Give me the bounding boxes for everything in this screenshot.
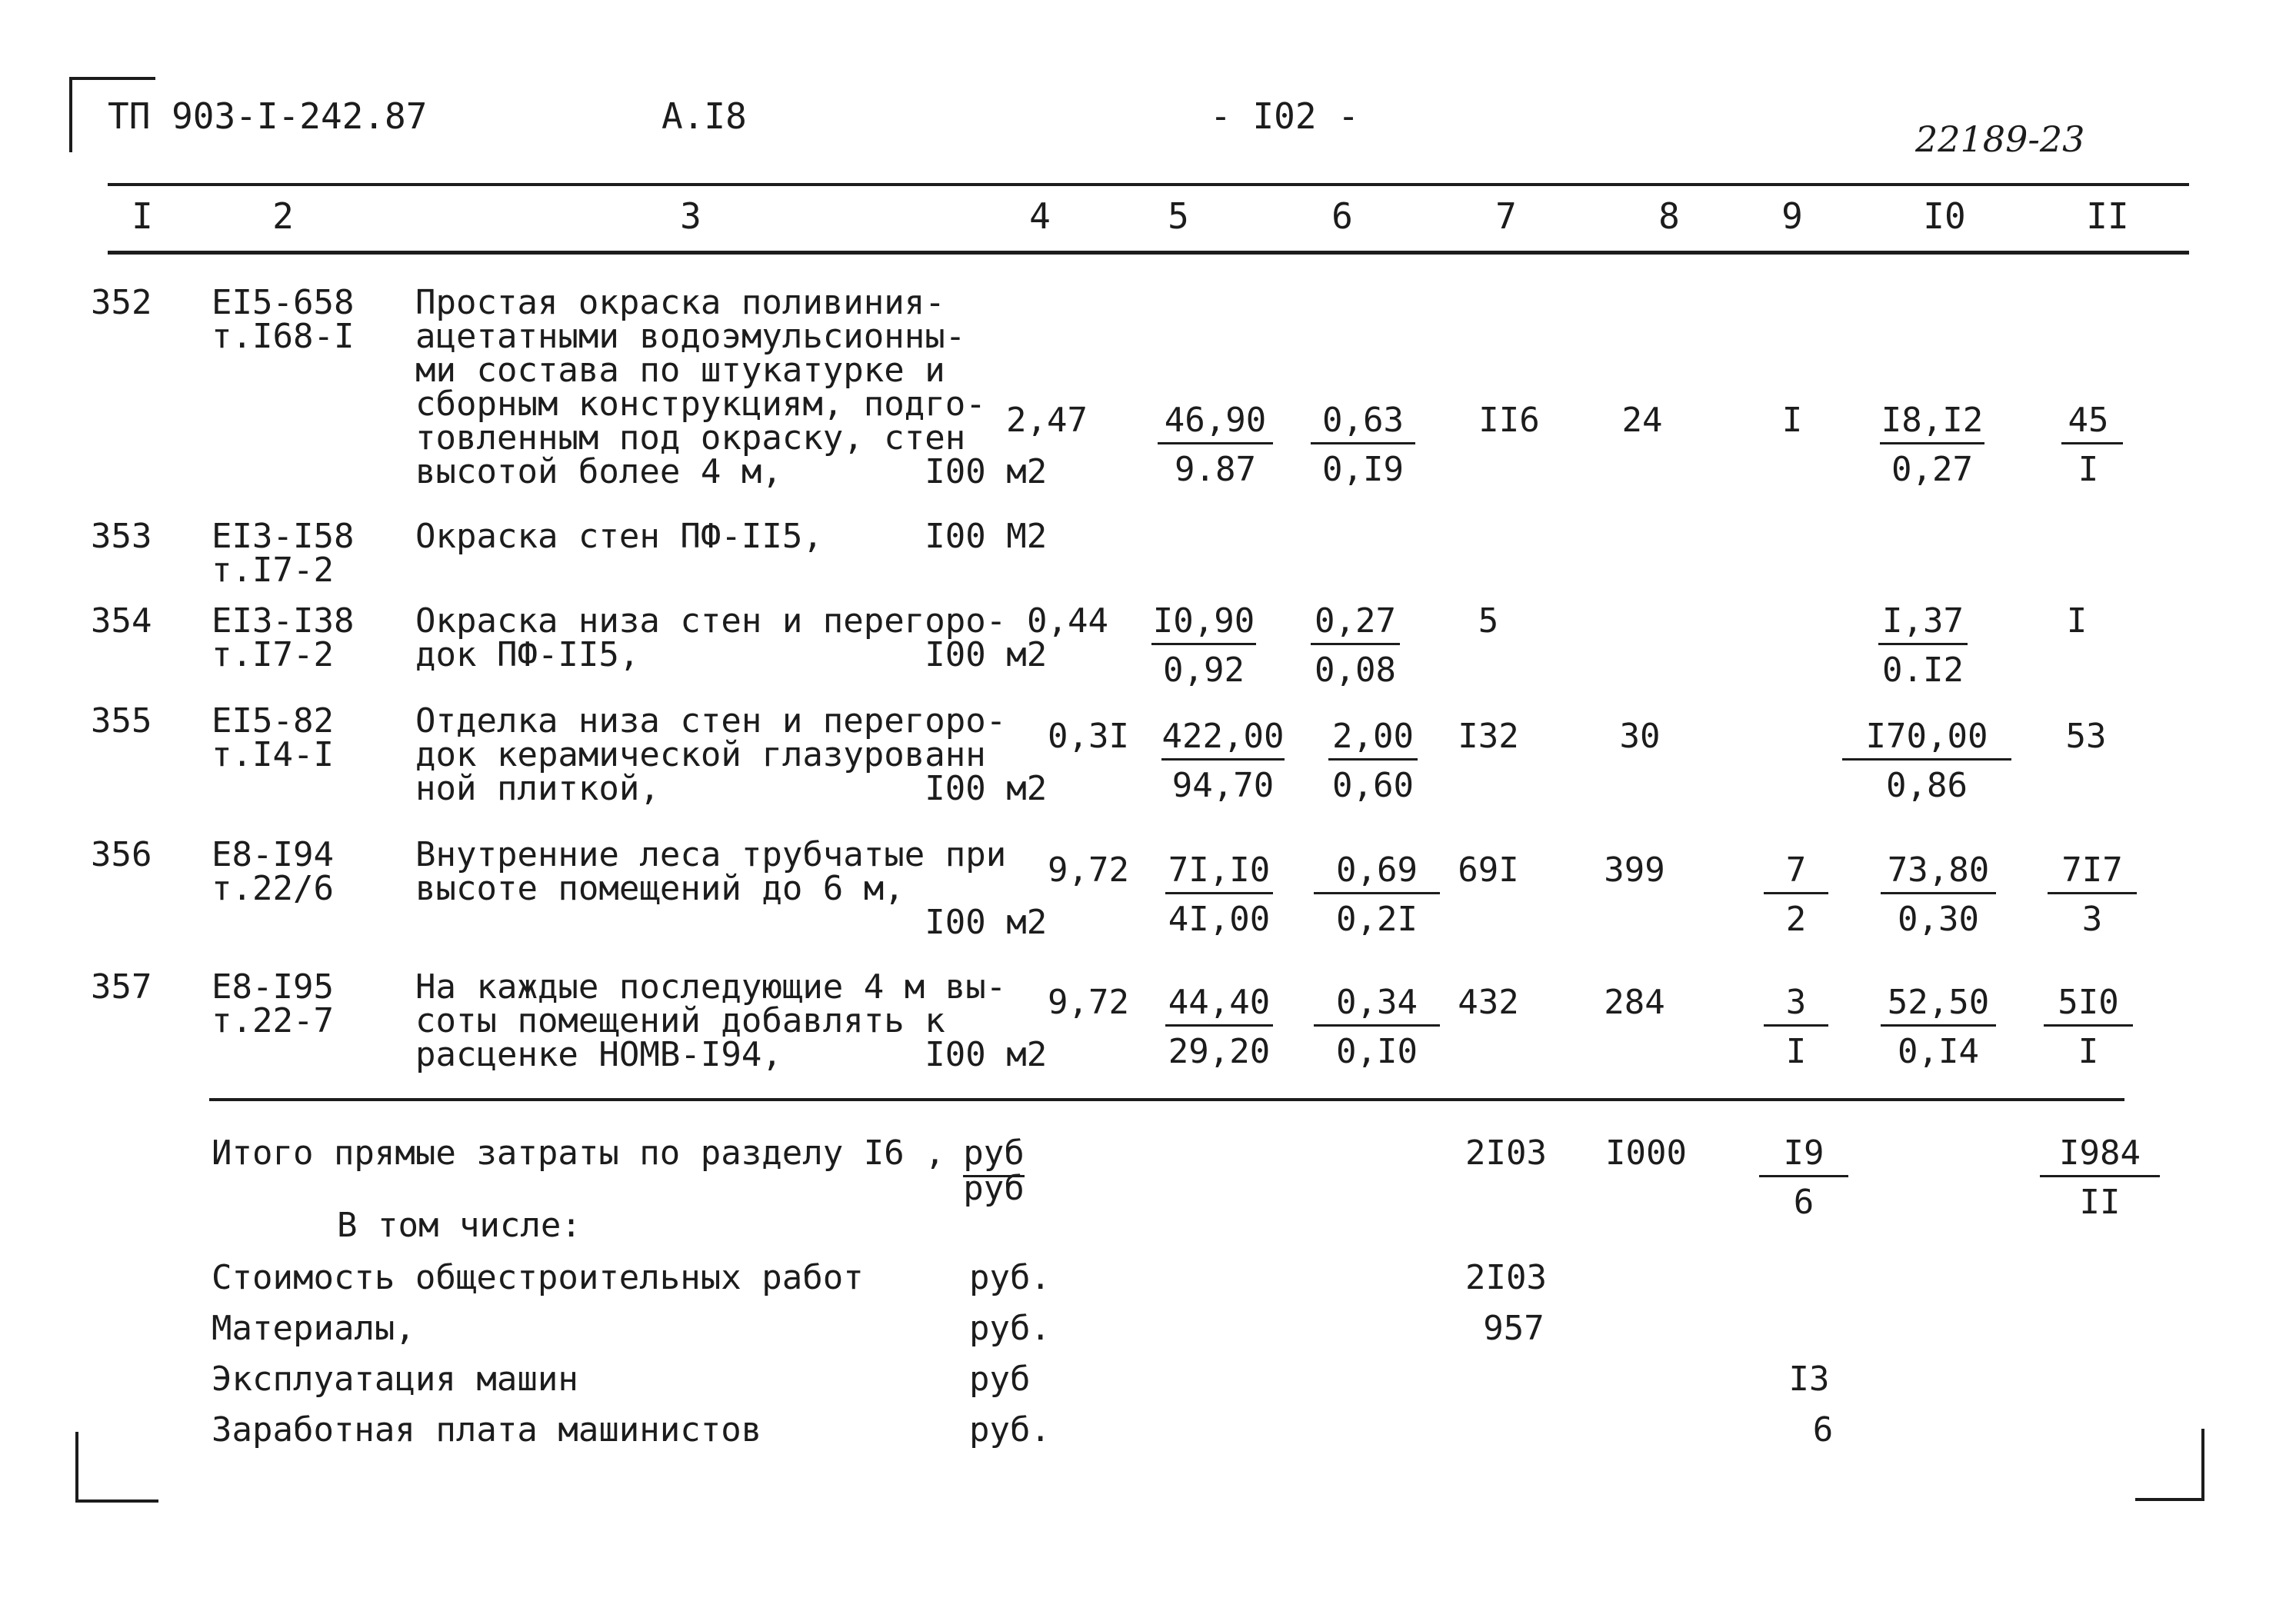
labor-total: 53 <box>2065 717 2107 756</box>
totals-unit-lower: руб <box>963 1169 1025 1208</box>
totals-divider <box>209 1098 2124 1101</box>
machine-labor-unit: 0,30 <box>1898 900 1979 939</box>
row-number: 353 <box>91 517 152 556</box>
machine-cost: 0,63 <box>1322 401 1404 440</box>
quantity: 2,47 <box>1006 401 1088 440</box>
unit-cost: 44,40 <box>1168 983 1271 1022</box>
frame-corner-bottom-left-vertical <box>75 1432 78 1503</box>
rate-code: EI3-I38 <box>212 601 355 641</box>
totals-labor: I984 <box>2059 1133 2141 1173</box>
total-wage: 284 <box>1604 983 1665 1022</box>
row-number: 352 <box>91 283 152 322</box>
machine-wage: 0,60 <box>1332 766 1414 805</box>
summary-unit: руб. <box>969 1258 1051 1297</box>
machine-wage: 0,2I <box>1336 900 1418 939</box>
work-description: Простая окраска поливиния- ацетатными водоэмульсионны- ми состава по штукатурке и сборным конструкциям, подго- товленным под окраску, стен высотой более 4 м, I00 м2 <box>415 283 1048 491</box>
machine-labor-unit: 0,27 <box>1891 450 1973 489</box>
machine-labor-total: I <box>2078 1032 2099 1071</box>
machine-wage: 0,I0 <box>1336 1032 1418 1071</box>
total-wage: 399 <box>1604 850 1665 890</box>
machine-labor-unit: 0,86 <box>1886 766 1968 805</box>
col-header-2: 2 <box>272 195 294 237</box>
totals-machine-labor: II <box>2079 1183 2121 1222</box>
summary-label: Эксплуатация машин <box>212 1360 578 1399</box>
machine-total: 7 <box>1785 850 1807 890</box>
labor-total: 5I0 <box>2058 983 2119 1022</box>
work-description: Внутренние леса трубчатые при высоте помещений до 6 м, I00 м2 <box>415 835 1048 942</box>
unit-wage: 4I,00 <box>1168 900 1271 939</box>
col-header-10: I0 <box>1923 195 1966 237</box>
unit-wage: 0,92 <box>1163 651 1245 690</box>
machine-total: 3 <box>1785 983 1807 1022</box>
total-cost: 432 <box>1458 983 1519 1022</box>
labor-total: 45 <box>2068 401 2109 440</box>
header-rule-bottom <box>108 251 2189 255</box>
work-description: Окраска стен ПФ-II5, I00 М2 <box>415 517 1048 556</box>
total-cost: I32 <box>1458 717 1519 756</box>
col-header-4: 4 <box>1029 195 1051 237</box>
summary-label: Стоимость общестроительных работ <box>212 1258 864 1297</box>
unit-cost: 46,90 <box>1164 401 1267 440</box>
machine-labor-total: 3 <box>2081 900 2103 939</box>
totals-machine-wage: 6 <box>1793 1183 1814 1222</box>
summary-value: 2I03 <box>1465 1258 1547 1297</box>
rate-code: EI3-I58 <box>212 517 355 556</box>
totals-unit: руб <box>963 1133 1025 1173</box>
summary-value: 6 <box>1812 1410 1834 1450</box>
col-header-7: 7 <box>1495 195 1517 237</box>
rate-code: E8-I95 <box>212 967 334 1007</box>
frame-corner-top-left-vertical <box>69 77 72 152</box>
summary-label: Материалы, <box>212 1309 415 1348</box>
total-cost: II6 <box>1478 401 1540 440</box>
machine-labor-unit: 0.I2 <box>1882 651 1964 690</box>
unit-wage: 94,70 <box>1171 766 1275 805</box>
row-number: 355 <box>91 701 152 741</box>
machine-wage-total: 2 <box>1785 900 1807 939</box>
total-wage: 30 <box>1619 717 1661 756</box>
labor-unit: I,37 <box>1882 601 1964 641</box>
summary-unit: руб. <box>969 1410 1051 1450</box>
rate-table: т.I4-I <box>212 735 334 774</box>
col-header-1: I <box>132 195 153 237</box>
included-label: В том числе: <box>337 1206 581 1245</box>
machine-labor-total: I <box>2078 450 2099 489</box>
labor-unit: I70,00 <box>1865 717 1988 756</box>
quantity: 0,3I <box>1048 717 1129 756</box>
frame-corner-bottom-right-horizontal <box>2135 1498 2204 1501</box>
rate-table: т.22/6 <box>212 869 334 908</box>
machine-cost: 0,27 <box>1315 601 1396 641</box>
totals-machine: I9 <box>1783 1133 1824 1173</box>
page-number: - I02 - <box>1210 95 1359 137</box>
work-description: Отделка низа стен и перегоро- док керамической глазурованн ной плиткой, I00 м2 <box>415 701 1048 808</box>
col-header-9: 9 <box>1781 195 1803 237</box>
col-header-8: 8 <box>1658 195 1680 237</box>
rate-table: т.22-7 <box>212 1001 334 1040</box>
summary-value: I3 <box>1788 1360 1830 1399</box>
unit-wage: 29,20 <box>1168 1032 1271 1071</box>
totals-label: Итого прямые затраты по разделу I6 , <box>212 1133 945 1173</box>
row-number: 357 <box>91 967 152 1007</box>
frame-corner-bottom-left-horizontal <box>75 1499 158 1503</box>
summary-label: Заработная плата машинистов <box>212 1410 762 1450</box>
quantity: 9,72 <box>1048 850 1129 890</box>
quantity: 9,72 <box>1048 983 1129 1022</box>
labor-unit: I8,I2 <box>1881 401 1984 440</box>
row-number: 356 <box>91 835 152 874</box>
summary-value: 957 <box>1483 1309 1545 1348</box>
machine-total: I <box>1781 401 1803 440</box>
doc-code: ТП 903-I-242.87 <box>108 95 428 137</box>
totals-wage: I000 <box>1605 1133 1687 1173</box>
handwritten-number: 22189-23 <box>1915 118 2085 160</box>
rate-code: EI5-82 <box>212 701 334 741</box>
frame-corner-bottom-right-vertical <box>2201 1429 2204 1501</box>
machine-cost: 0,34 <box>1336 983 1418 1022</box>
col-header-5: 5 <box>1168 195 1189 237</box>
quantity: 0,44 <box>1027 601 1108 641</box>
unit-cost: I0,90 <box>1152 601 1255 641</box>
machine-cost: 0,69 <box>1336 850 1418 890</box>
unit-wage: 9.87 <box>1175 450 1256 489</box>
labor-total: 7I7 <box>2061 850 2123 890</box>
total-wage: 24 <box>1621 401 1663 440</box>
unit-cost: 422,00 <box>1161 717 1285 756</box>
col-header-3: 3 <box>680 195 701 237</box>
machine-cost: 2,00 <box>1332 717 1414 756</box>
work-description: Окраска низа стен и перегоро- док ПФ-II5, I00 м2 <box>415 601 1048 674</box>
rate-table: т.I7-2 <box>212 635 334 674</box>
work-description: На каждые последующие 4 м вы- соты помещений добавлять к расценке НОМВ-I94, I00 м2 <box>415 967 1048 1074</box>
rate-code: EI5-658 <box>212 283 355 322</box>
rate-table: т.I68-I <box>212 317 355 356</box>
labor-unit: 73,80 <box>1887 850 1990 890</box>
unit-cost: 7I,I0 <box>1168 850 1271 890</box>
summary-unit: руб <box>969 1360 1031 1399</box>
labor-total: I <box>2066 601 2088 641</box>
machine-wage: 0,08 <box>1315 651 1396 690</box>
header-rule-top <box>108 183 2189 186</box>
total-cost: 69I <box>1458 850 1519 890</box>
machine-wage: 0,I9 <box>1322 450 1404 489</box>
album-number: А.I8 <box>661 95 747 137</box>
col-header-11: II <box>2086 195 2129 237</box>
labor-unit: 52,50 <box>1887 983 1990 1022</box>
rate-table: т.I7-2 <box>212 551 334 590</box>
col-header-6: 6 <box>1331 195 1353 237</box>
row-number: 354 <box>91 601 152 641</box>
totals-cost: 2I03 <box>1465 1133 1547 1173</box>
frame-corner-top-left-horizontal <box>69 77 155 80</box>
machine-labor-unit: 0,I4 <box>1898 1032 1979 1071</box>
machine-wage-total: I <box>1785 1032 1807 1071</box>
total-cost: 5 <box>1478 601 1499 641</box>
rate-code: E8-I94 <box>212 835 334 874</box>
summary-unit: руб. <box>969 1309 1051 1348</box>
